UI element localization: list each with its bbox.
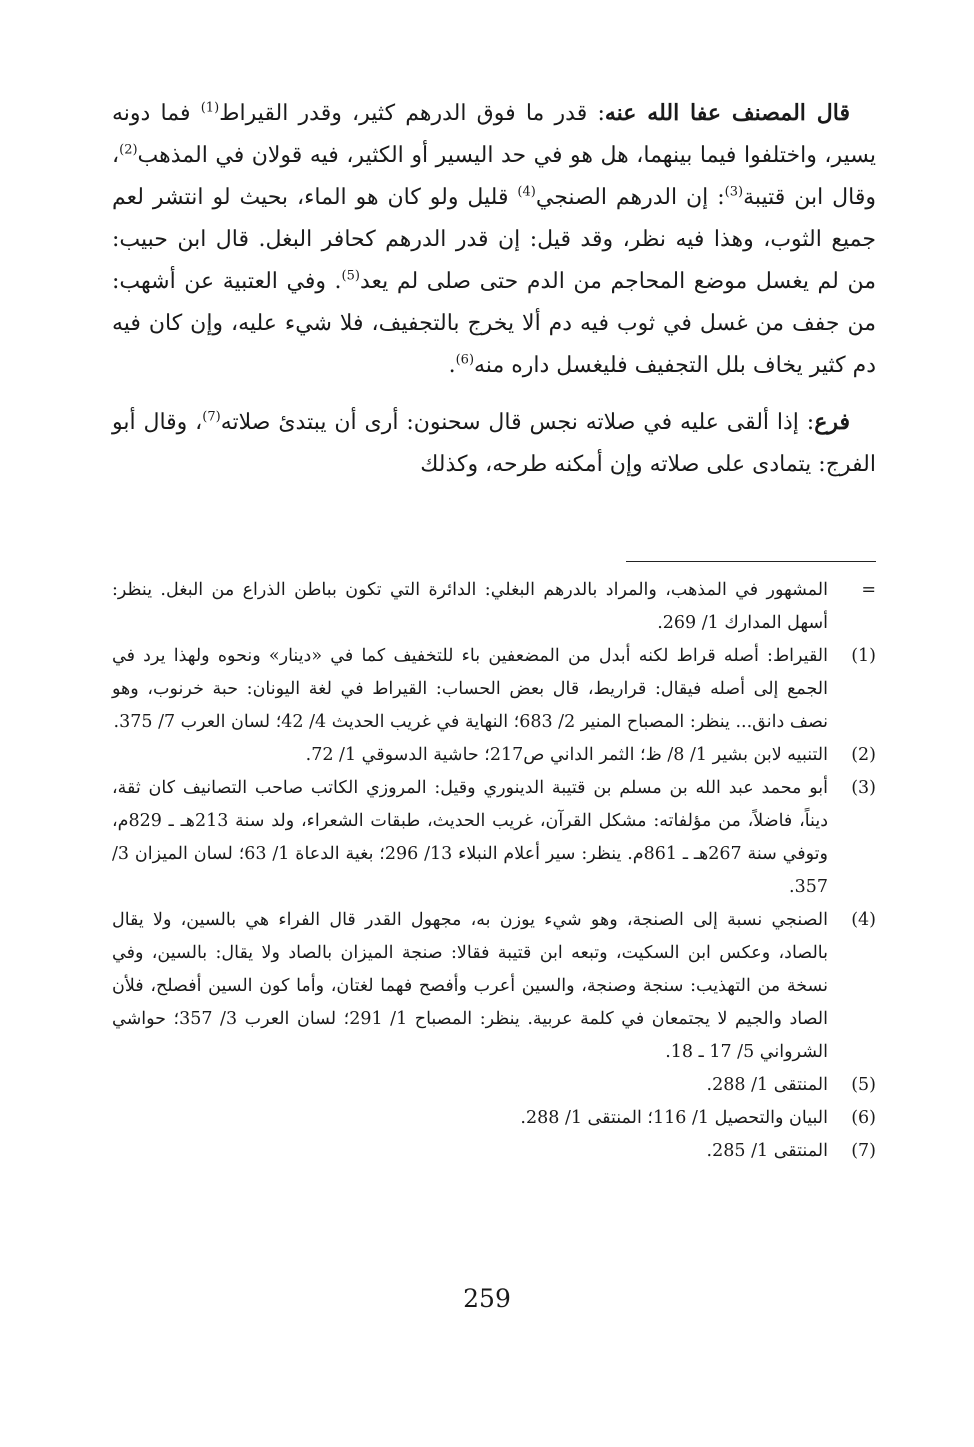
footnote-7: [112, 1135, 876, 1168]
footnote-text: القيراط: أصله قراط لكنه أبدل من المضعفين باء للتخفيف كما في «دينار» ونحوه ولهذا يرد في الجمع إلى أصله فيقال: قراريط، قال بعض الحساب: القيراط في لغة اليونان: حبة خرنوب، وهو نصف دانق... ينظر: المصباح المنير 2/ 683؛ النهاية في غريب الحديث 4/ 42؛ لسان العرب 7/ 375.: [112, 646, 828, 732]
text-span: : قدر ما فوق الدرهم كثير، وقدر القيراط: [219, 101, 605, 126]
footnote-ref-6: (6): [455, 352, 475, 368]
footnote-number: (2): [851, 745, 876, 765]
footnote-1: [112, 640, 876, 739]
footnote-3: [112, 772, 876, 904]
footnote-continuation: [112, 574, 876, 640]
footnote-text: المنتقى 1/ 288.: [706, 1075, 828, 1095]
branch-heading: فرع: [814, 409, 850, 435]
footnote-2: [112, 739, 876, 772]
footnote-separator: [626, 561, 876, 562]
text-span: ، وقال أبو الفرج: يتمادى على صلاته وإن أمكنه طرحه، وكذلك: [112, 410, 876, 477]
footnote-ref-1: (1): [200, 100, 220, 116]
footnote-text: المشهور في المذهب، والمراد بالدرهم البغلي: الدائرة التي تكون بباطن الذراع من البغل. ينظر: أسهل المدارك 1/ 269.: [112, 580, 828, 633]
text-span: . وفي العتبية عن أشهب: من جفف من غسل في ثوب فيه دم ألا يخرج بالتجفيف، فلا شيء عليه، وإن كان فيه دم كثير يخاف بلل التجفيف فليغسل داره منه: [112, 269, 876, 378]
text-span: .: [448, 353, 456, 378]
footnote-ref-7: (7): [202, 409, 221, 425]
footnote-5: [112, 1069, 876, 1102]
footnote-text: التنبيه لابن بشير 1/ 8/ ظ؛ الثمر الداني ص217؛ حاشية الدسوقي 1/ 72.: [305, 745, 828, 765]
author-heading: قال المصنف عفا الله عنه: [604, 100, 850, 126]
footnote-ref-4: (4): [517, 184, 536, 200]
paragraph-2: [112, 401, 876, 486]
footnote-ref-5: (5): [341, 268, 360, 284]
footnote-text: المنتقى 1/ 285.: [706, 1141, 828, 1161]
footnote-ref-2: (2): [119, 142, 138, 158]
text-span: : إذا ألقى عليه في صلاته نجس قال سحنون: أرى أن يبتدئ صلاته: [220, 410, 815, 435]
text-span: : إن الدرهم الصنجي: [535, 185, 725, 210]
footnote-number: (6): [851, 1108, 876, 1128]
footnote-number: =: [861, 580, 876, 600]
footnote-6: [112, 1102, 876, 1135]
footnote-number: (1): [851, 646, 876, 666]
footnote-ref-3: (3): [724, 184, 744, 200]
footnote-text: الصنجي نسبة إلى الصنجة، وهو شيء يوزن به، مجهول القدر قال الفراء هي بالسين، ولا يقال بالصاد، وعكس ابن السكيت، وتبعه ابن قتيبة فقالا: صنجة الميزان بالصاد ولا يقال: بالسين، وفي نسخة من التهذيب: سنجة وصنجة، والسين أعرب وأفصح فهما لغتان، وأما كون السين أفصلح، فلأن الصاد والجيم لا يجتمعان في كلمة عربية. ينظر: المصباح 1/ 291؛ لسان العرب 3/ 357؛ حواشي الشرواني 5/ 17 ـ 18.: [112, 910, 828, 1062]
footnote-number: (3): [851, 778, 876, 798]
paragraph-1: [112, 92, 876, 387]
text-span: فما دونه يسير، واختلفوا فيما بينهما، هل هو في حد اليسير أو الكثير، فيه قولان في المذهب: [112, 101, 876, 168]
footnote-text: البيان والتحصيل 1/ 116؛ المنتقى 1/ 288.: [520, 1108, 828, 1128]
main-text: [112, 92, 876, 500]
page-number: 259: [463, 1284, 511, 1313]
footnote-number: (7): [851, 1141, 876, 1161]
footnote-number: (5): [851, 1075, 876, 1095]
text-span: ، وقال ابن قتيبة: [112, 143, 876, 210]
footnote-number: (4): [851, 910, 876, 930]
text-span: قليل ولو كان هو الماء، بحيث لو انتشر لعم جميع الثوب، وهذا فيه نظر، وقد قيل: إن قدر الدرهم كحافر البغل. قال ابن حبيب: من لم يغسل موضع المحاجم من الدم حتى صلى لم يعد: [112, 185, 876, 294]
footnote-4: [112, 904, 876, 1069]
footnotes: [112, 574, 876, 1168]
footnote-text: أبو محمد عبد الله بن مسلم بن قتيبة الدينوري وقيل: المروزي الكاتب صاحب التصانيف كان ثقة، ديناً، فاضلاً، من مؤلفاته: مشكل القرآن، غريب الحديث، طبقات الشعراء، ولد سنة 213هـ ـ 829م، وتوفي سنة 267هـ ـ 861م. ينظر: سير أعلام النبلاء 13/ 296؛ بغية الدعاة 1/ 63؛ لسان الميزان 3/ 357.: [112, 778, 829, 897]
